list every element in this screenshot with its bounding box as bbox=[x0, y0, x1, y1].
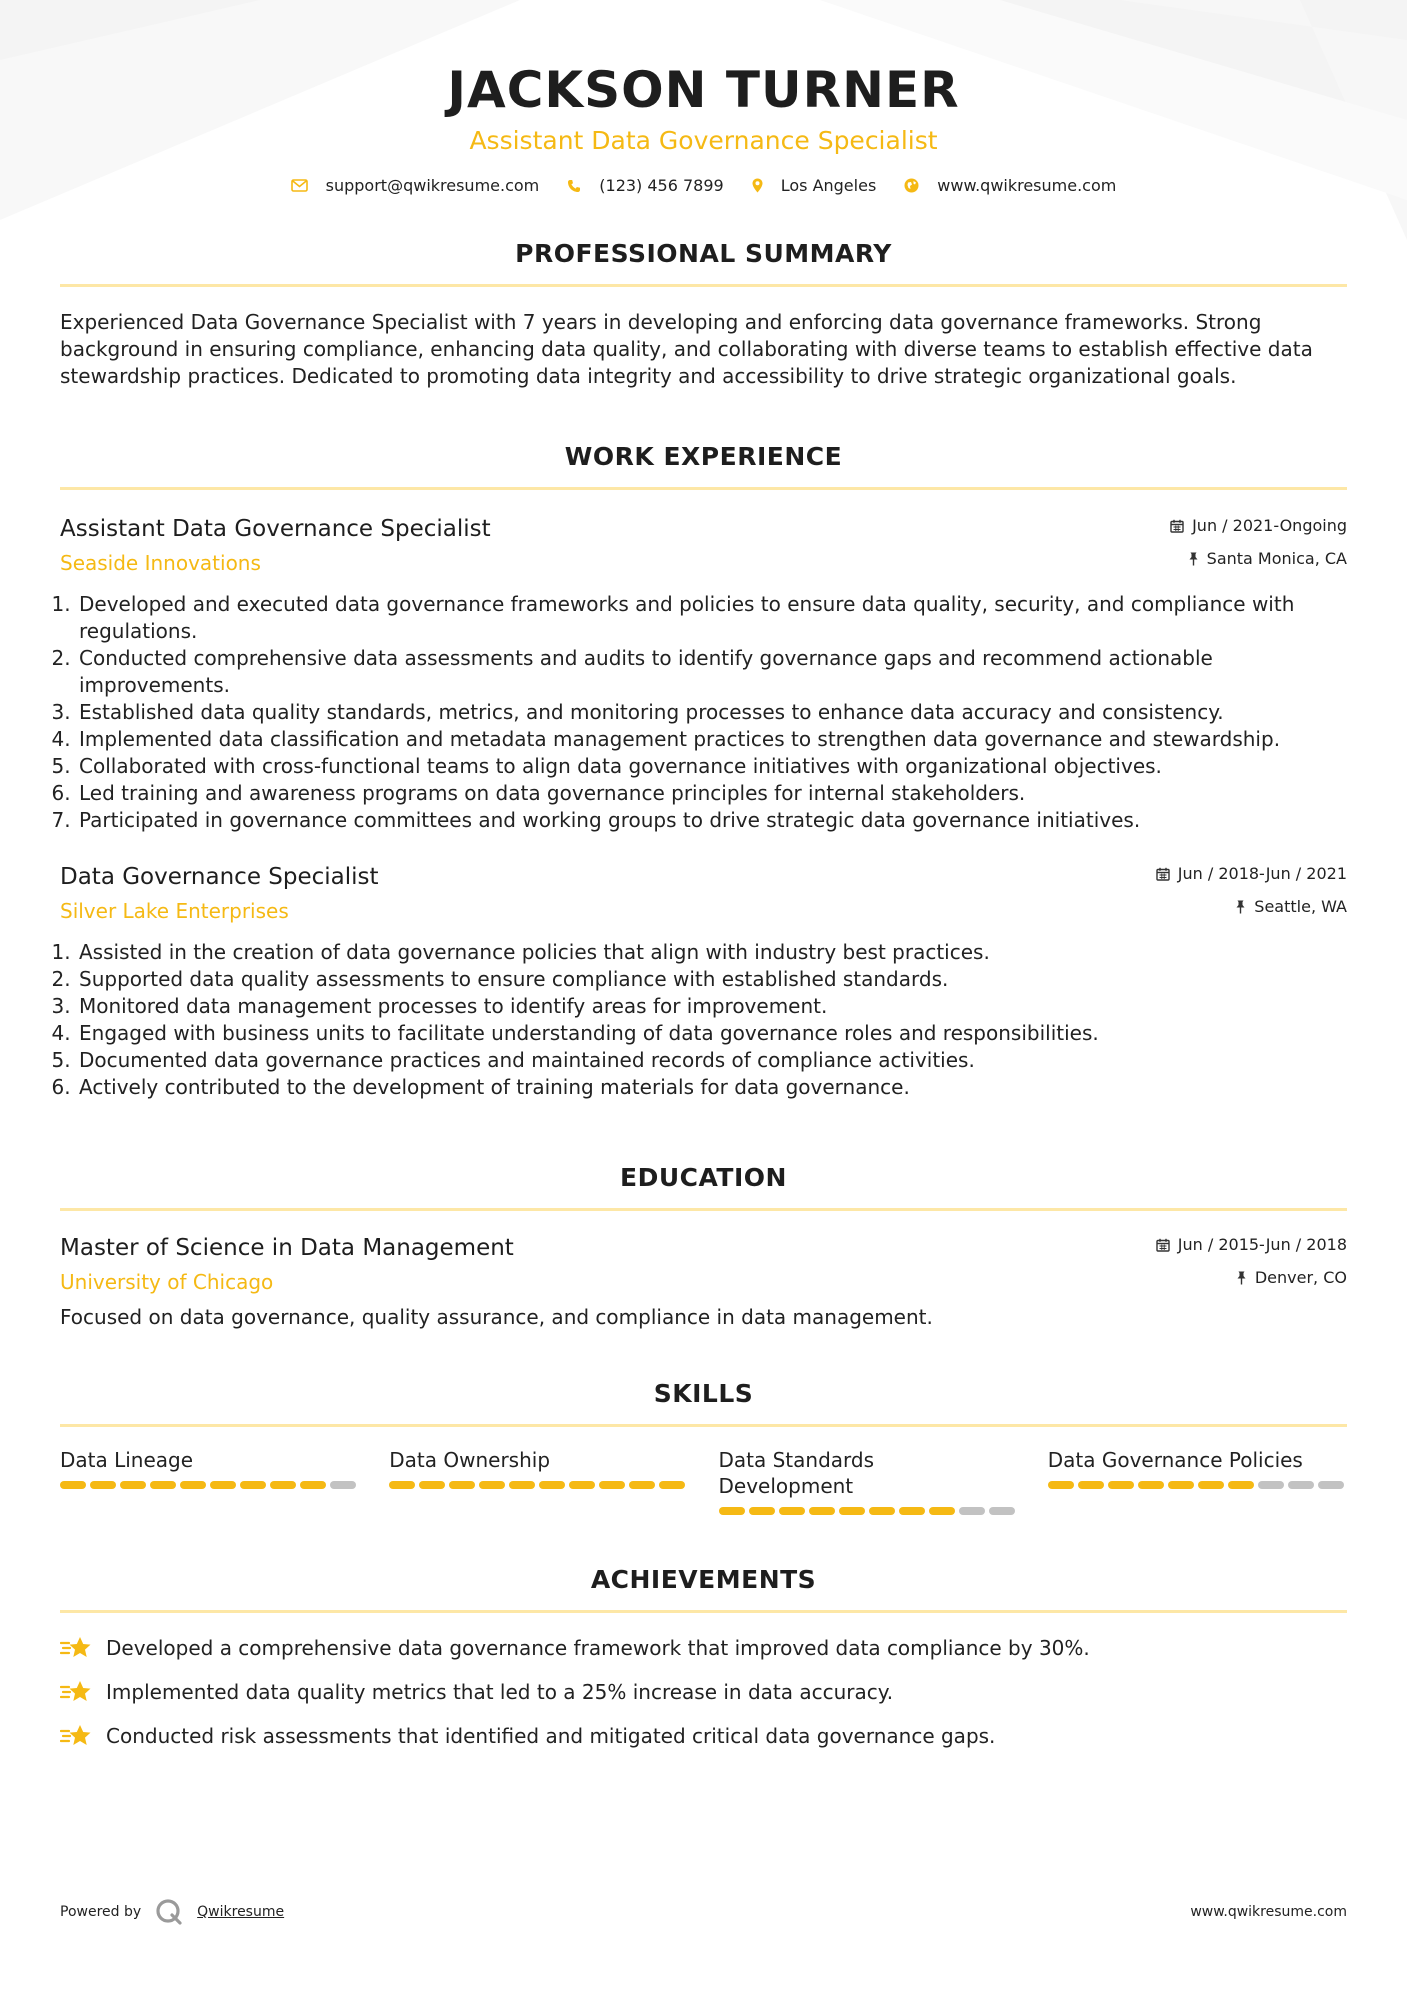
skills-section-title: SKILLS bbox=[653, 1379, 754, 1408]
skill-segment-filled bbox=[779, 1507, 805, 1515]
list-item: 5. Documented data governance practices and maintained records of compliance activities. bbox=[77, 1047, 1347, 1074]
phone-icon bbox=[567, 179, 581, 193]
skill-segment-filled bbox=[1138, 1481, 1164, 1489]
globe-icon bbox=[904, 178, 919, 193]
candidate-name: JACKSON TURNER bbox=[447, 61, 960, 119]
skill-segment-filled bbox=[899, 1507, 925, 1515]
summary-section-title: PROFESSIONAL SUMMARY bbox=[515, 239, 892, 268]
skill-segment-filled bbox=[419, 1481, 445, 1489]
qwikresume-logo-icon bbox=[155, 1898, 183, 1926]
skill-segment-filled bbox=[120, 1481, 146, 1489]
skill-segment-filled bbox=[1108, 1481, 1134, 1489]
pushpin-icon bbox=[1235, 900, 1246, 914]
education-location-text: Denver, CO bbox=[1254, 1268, 1347, 1287]
contact-bar bbox=[60, 176, 1347, 195]
skill-segment-empty bbox=[330, 1481, 356, 1489]
skill-name: Data Governance Policies bbox=[1047, 1448, 1303, 1472]
skill-rating-bar bbox=[1048, 1481, 1347, 1489]
skill-segment-filled bbox=[479, 1481, 505, 1489]
job-location bbox=[1170, 547, 1347, 571]
skill-segment-filled bbox=[749, 1507, 775, 1515]
skill-rating-bar bbox=[719, 1507, 1018, 1515]
list-item: 3. Monitored data management processes to identify areas for improvement. bbox=[77, 993, 1347, 1020]
list-item: 3. Established data quality standards, metrics, and monitoring processes to enhance data accuracy and consistency. bbox=[77, 699, 1347, 726]
school-name: University of Chicago bbox=[60, 1270, 274, 1294]
page-footer bbox=[60, 1898, 1347, 1926]
skill-item bbox=[719, 1447, 1018, 1515]
section-divider bbox=[60, 1424, 1347, 1427]
brand-link[interactable]: Qwikresume bbox=[197, 1904, 285, 1920]
job-dates-text: Jun / 2021-Ongoing bbox=[1192, 516, 1347, 535]
skill-name: Data Ownership bbox=[389, 1448, 551, 1472]
skill-segment-filled bbox=[150, 1481, 176, 1489]
calendar-icon bbox=[1170, 519, 1184, 533]
skill-rating-bar bbox=[60, 1481, 359, 1489]
job-company: Seaside Innovations bbox=[60, 551, 261, 575]
star-badge-icon bbox=[60, 1723, 92, 1749]
education-location bbox=[1156, 1266, 1347, 1290]
section-divider bbox=[60, 284, 1347, 287]
contact-email[interactable] bbox=[291, 176, 540, 195]
skill-segment-filled bbox=[60, 1481, 86, 1489]
job-company: Silver Lake Enterprises bbox=[60, 899, 289, 923]
job-dates bbox=[1170, 514, 1347, 538]
skill-segment-filled bbox=[539, 1481, 565, 1489]
job-responsibilities bbox=[60, 939, 1347, 1101]
skill-segment-filled bbox=[1198, 1481, 1224, 1489]
skill-segment-filled bbox=[719, 1507, 745, 1515]
skill-item bbox=[60, 1447, 359, 1515]
star-badge-icon bbox=[60, 1635, 92, 1661]
skill-item bbox=[1048, 1447, 1347, 1515]
skill-segment-filled bbox=[839, 1507, 865, 1515]
achievement-text: Implemented data quality metrics that led to a 25% increase in data accuracy. bbox=[106, 1680, 894, 1704]
contact-website-text: www.qwikresume.com bbox=[937, 176, 1117, 195]
education-entry bbox=[60, 1233, 1347, 1331]
skills-grid bbox=[60, 1447, 1347, 1515]
list-item: 7. Participated in governance committees and working groups to drive strategic data governance initiatives. bbox=[77, 807, 1347, 834]
job-entry bbox=[60, 862, 1347, 1101]
list-item: 6. Actively contributed to the development of training materials for data governance. bbox=[77, 1074, 1347, 1101]
job-location bbox=[1156, 895, 1347, 919]
skill-segment-filled bbox=[509, 1481, 535, 1489]
summary-text: Experienced Data Governance Specialist with 7 years in developing and enforcing data governance frameworks. Strong background in ensuring compliance, enhancing data quality, and collaborating with diverse teams to establish effective data stewardship practices. Dedicated to promoting data integrity and accessibility to drive strategic organizational goals. bbox=[60, 310, 1313, 388]
degree-title: Master of Science in Data Management bbox=[60, 1235, 514, 1261]
skill-segment-filled bbox=[599, 1481, 625, 1489]
calendar-icon bbox=[1156, 1238, 1170, 1252]
star-badge-icon bbox=[60, 1679, 92, 1705]
skill-name: Data Lineage bbox=[60, 1448, 194, 1472]
contact-location-text: Los Angeles bbox=[780, 176, 877, 195]
job-location-text: Santa Monica, CA bbox=[1206, 549, 1347, 568]
education-dates-text: Jun / 2015-Jun / 2018 bbox=[1177, 1235, 1347, 1254]
skill-segment-filled bbox=[210, 1481, 236, 1489]
skill-segment-filled bbox=[1048, 1481, 1074, 1489]
section-divider bbox=[60, 1208, 1347, 1211]
contact-website[interactable] bbox=[904, 176, 1116, 195]
list-item: 4. Engaged with business units to facilitate understanding of data governance roles and responsibilities. bbox=[77, 1020, 1347, 1047]
pushpin-icon bbox=[1188, 552, 1199, 566]
skill-segment-empty bbox=[1288, 1481, 1314, 1489]
skill-segment-filled bbox=[449, 1481, 475, 1489]
skill-segment-filled bbox=[270, 1481, 296, 1489]
achievement-text: Conducted risk assessments that identified and mitigated critical data governance gaps. bbox=[106, 1724, 996, 1748]
contact-phone[interactable] bbox=[567, 176, 723, 195]
job-dates bbox=[1156, 862, 1347, 886]
education-section-title: EDUCATION bbox=[620, 1163, 787, 1192]
list-item: 5. Collaborated with cross-functional teams to align data governance initiatives with organizational objectives. bbox=[77, 753, 1347, 780]
envelope-icon bbox=[291, 179, 308, 192]
skill-segment-filled bbox=[809, 1507, 835, 1515]
powered-by-label: Powered by bbox=[60, 1904, 142, 1920]
job-responsibilities bbox=[60, 591, 1347, 834]
list-item: 1. Assisted in the creation of data governance policies that align with industry best practices. bbox=[77, 939, 1347, 966]
contact-email-text: support@qwikresume.com bbox=[325, 176, 540, 195]
skill-name: Data Standards Development bbox=[718, 1448, 875, 1498]
job-location-text: Seattle, WA bbox=[1254, 897, 1347, 916]
calendar-icon bbox=[1156, 867, 1170, 881]
list-item: 1. Developed and executed data governance frameworks and policies to ensure data quality, security, and compliance with regulations. bbox=[77, 591, 1347, 645]
skill-segment-filled bbox=[180, 1481, 206, 1489]
skill-segment-empty bbox=[1318, 1481, 1344, 1489]
skill-segment-filled bbox=[629, 1481, 655, 1489]
skill-rating-bar bbox=[389, 1481, 688, 1489]
achievements-list bbox=[60, 1635, 1347, 1749]
skill-segment-empty bbox=[959, 1507, 985, 1515]
skill-segment-filled bbox=[300, 1481, 326, 1489]
resume-header bbox=[60, 0, 1347, 195]
education-dates bbox=[1156, 1233, 1347, 1257]
skill-segment-filled bbox=[569, 1481, 595, 1489]
skill-segment-filled bbox=[1078, 1481, 1104, 1489]
pushpin-icon bbox=[1236, 1271, 1247, 1285]
job-title: Assistant Data Governance Specialist bbox=[60, 516, 491, 542]
job-title: Data Governance Specialist bbox=[60, 864, 379, 890]
list-item: 4. Implemented data classification and metadata management practices to strengthen data governance and stewardship. bbox=[77, 726, 1347, 753]
list-item: 6. Led training and awareness programs on data governance principles for internal stakeholders. bbox=[77, 780, 1347, 807]
achievement-item bbox=[60, 1679, 1347, 1705]
skill-segment-filled bbox=[90, 1481, 116, 1489]
skill-segment-filled bbox=[240, 1481, 266, 1489]
skill-segment-filled bbox=[659, 1481, 685, 1489]
achievement-item bbox=[60, 1635, 1347, 1661]
skill-segment-filled bbox=[929, 1507, 955, 1515]
footer-website[interactable]: www.qwikresume.com bbox=[1190, 1904, 1347, 1920]
job-entry bbox=[60, 514, 1347, 834]
contact-location bbox=[752, 176, 877, 195]
section-divider bbox=[60, 1610, 1347, 1613]
skill-item bbox=[389, 1447, 688, 1515]
skill-segment-filled bbox=[1168, 1481, 1194, 1489]
job-dates-text: Jun / 2018-Jun / 2021 bbox=[1177, 864, 1347, 883]
map-pin-icon bbox=[752, 178, 763, 193]
achievements-section-title: ACHIEVEMENTS bbox=[590, 1565, 817, 1594]
skill-segment-empty bbox=[989, 1507, 1015, 1515]
skill-segment-filled bbox=[869, 1507, 895, 1515]
section-divider bbox=[60, 487, 1347, 490]
education-description: Focused on data governance, quality assurance, and compliance in data management. bbox=[60, 1305, 933, 1329]
list-item: 2. Conducted comprehensive data assessments and audits to identify governance gaps and recommend actionable improvements. bbox=[77, 645, 1347, 699]
skill-segment-filled bbox=[1228, 1481, 1254, 1489]
skill-segment-empty bbox=[1258, 1481, 1284, 1489]
achievement-item bbox=[60, 1723, 1347, 1749]
candidate-role: Assistant Data Governance Specialist bbox=[469, 126, 938, 155]
skill-segment-filled bbox=[389, 1481, 415, 1489]
powered-by bbox=[60, 1898, 284, 1926]
contact-phone-text: (123) 456 7899 bbox=[599, 176, 724, 195]
achievement-text: Developed a comprehensive data governance framework that improved data compliance by 30%. bbox=[106, 1636, 1090, 1660]
experience-section-title: WORK EXPERIENCE bbox=[564, 442, 843, 471]
list-item: 2. Supported data quality assessments to ensure compliance with established standards. bbox=[77, 966, 1347, 993]
